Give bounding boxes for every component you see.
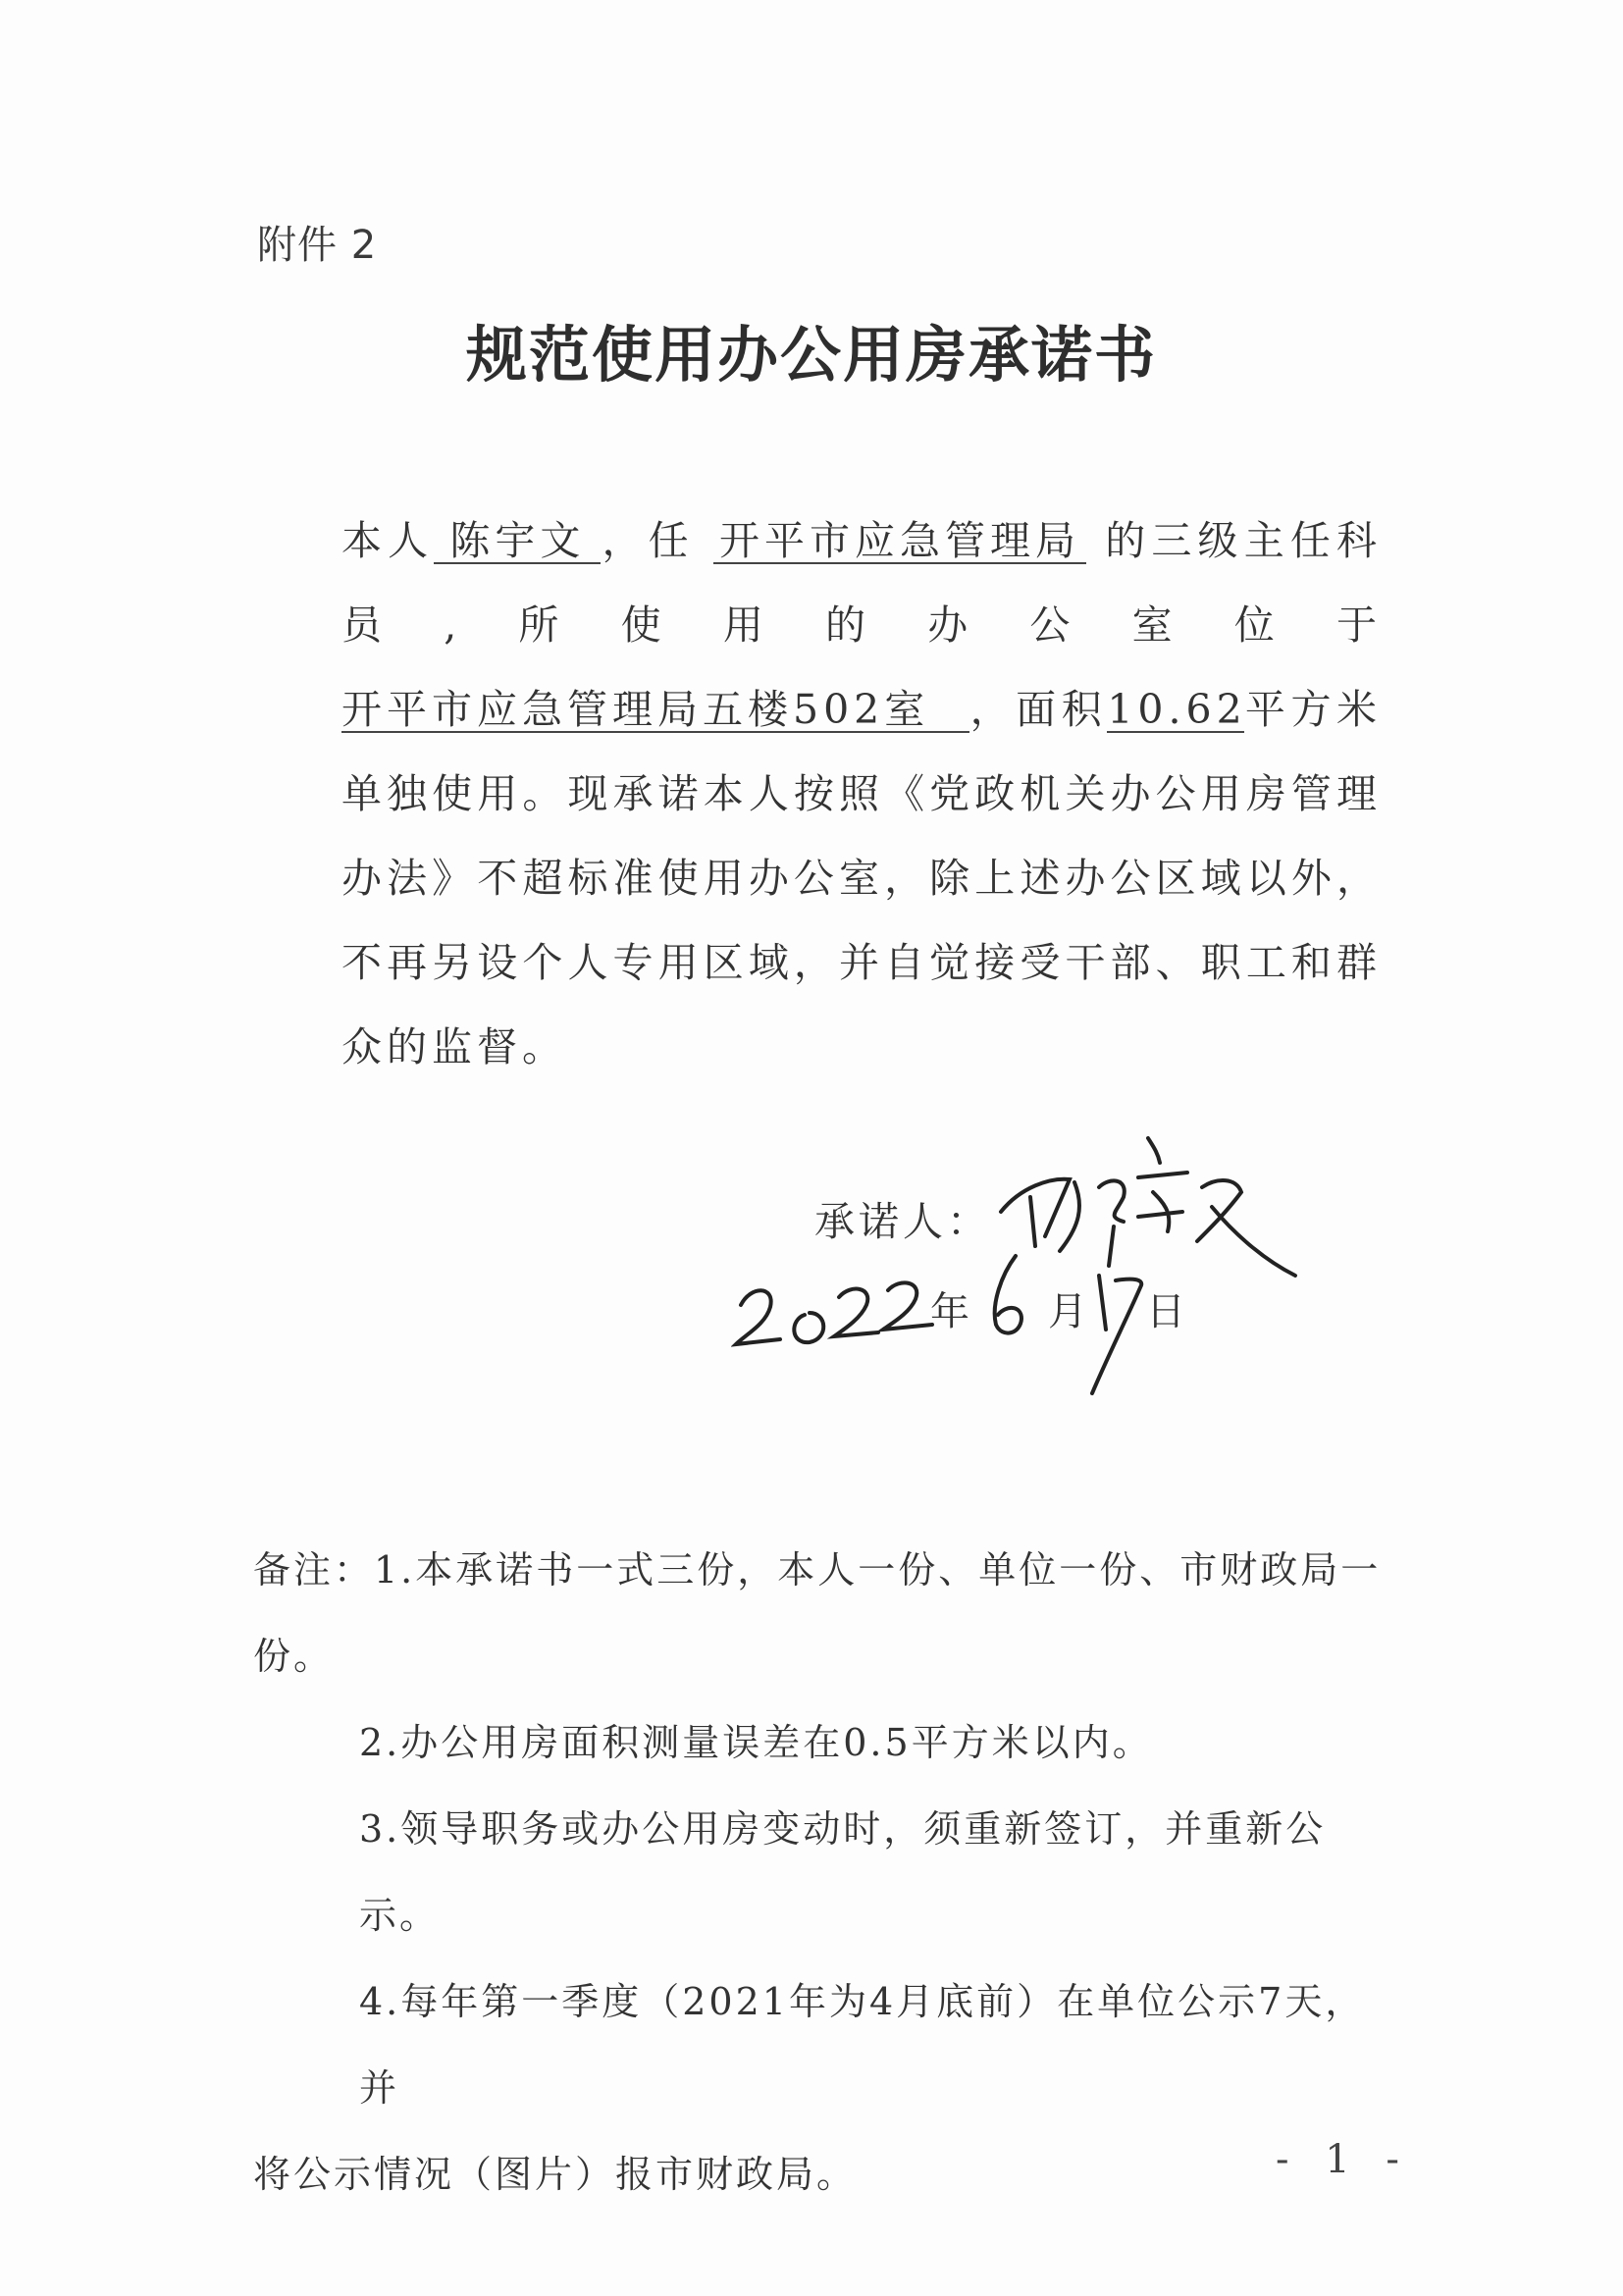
date-year-char: 年: [930, 1289, 969, 1334]
document-title: 规范使用办公用房承诺书: [465, 319, 1157, 391]
date-day-text: [0, 0, 1, 1]
date-month-char: 月: [1048, 1289, 1087, 1334]
body-text-5: 面积: [1016, 686, 1108, 733]
note-2: 2.办公用房面积测量误差在0.5平方米以内。: [359, 1721, 1153, 1764]
body-text-6: 平方米单独使用。现承诺本人按照《党政机关办公用房管理办法》不超标准使用办公室，除上述办公区域以外，不再另设个人专用区域，并自觉接受干部、职工和群众的监督。: [341, 686, 1383, 1070]
date-day-char: 日: [1146, 1289, 1185, 1334]
body-text-1: 本人: [341, 517, 435, 564]
note-4-line-2: 将公示情况（图片）报市财政局。: [253, 2153, 858, 2196]
body-text-3: 的三级主任科员,所使用的办公室位于: [341, 517, 1383, 649]
area-field: 10.62: [1107, 686, 1247, 733]
page-number: - 1 -: [1276, 2137, 1411, 2182]
note-4-line-1: 4.每年第一季度（2021年为4月底前）在单位公示7天，并: [359, 1980, 1366, 2110]
name-field: 陈宇文: [434, 519, 601, 564]
signer-label: 承诺人：: [814, 1198, 991, 1245]
commitment-body: [253, 498, 1382, 1089]
body-text-2: ，任: [601, 517, 695, 564]
attachment-label: 附件 2: [257, 223, 378, 268]
body-text-4: ，: [969, 686, 1017, 733]
note-1: 备注：1.本承诺书一式三份，本人一份、单位一份、市财政局一份。: [253, 1548, 1382, 1678]
organization-field: 开平市应急管理局: [713, 519, 1086, 564]
notes-section: [253, 1527, 1391, 2218]
office-location-field: 开平市应急管理局五楼502室: [341, 688, 969, 733]
note-3: 3.领导职务或办公用房变动时，须重新签订，并重新公示。: [359, 1807, 1327, 1937]
